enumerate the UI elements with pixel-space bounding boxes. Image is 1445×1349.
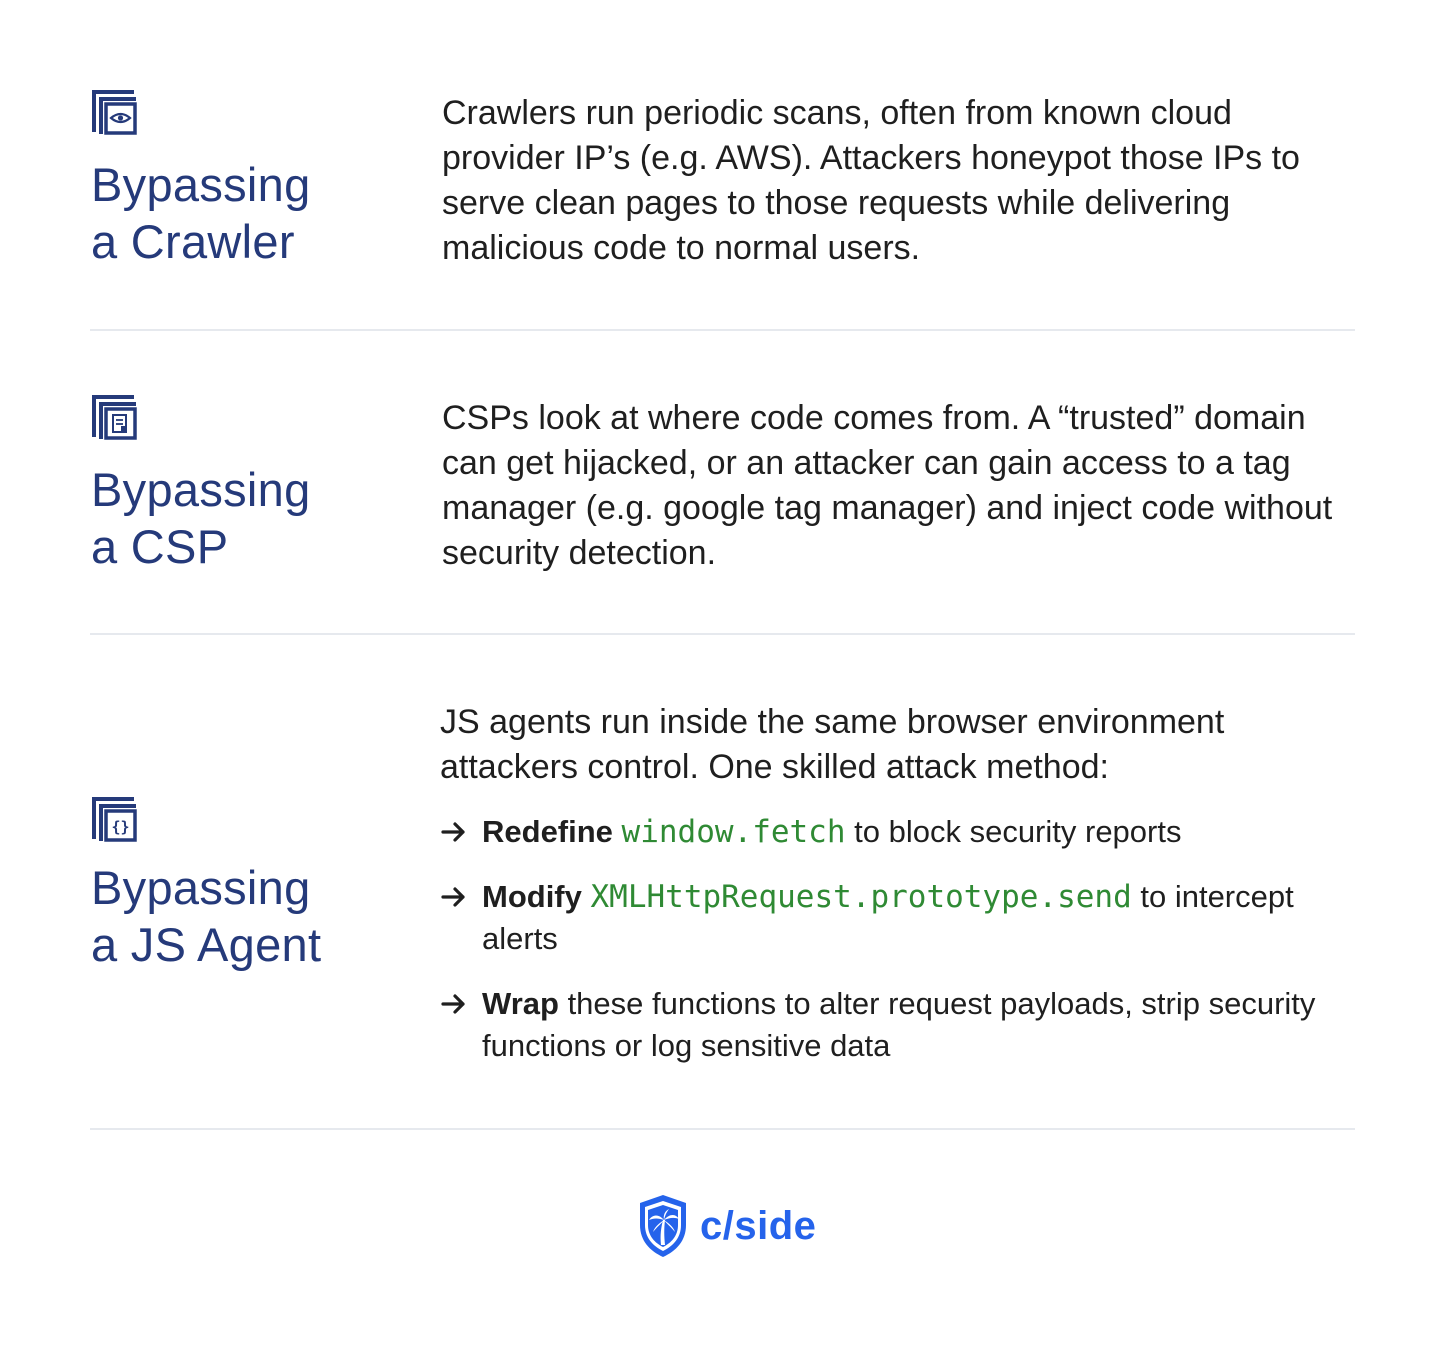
section-js-agent	[90, 700, 1355, 1080]
list-item: Redefine window.fetch to block security reports	[440, 811, 1355, 853]
arrow-right-icon	[440, 983, 468, 1025]
palm-shield-icon	[636, 1193, 690, 1259]
section-description: Crawlers run periodic scans, often from known cloud provider IP’s (e.g. AWS). Attackers honeypot those IPs to serve clean pages to those requests while delivering malicious code to normal users.	[442, 94, 1300, 267]
policy-document-icon	[90, 393, 138, 441]
arrow-right-icon	[440, 876, 468, 918]
section-crawler	[90, 88, 1355, 288]
section-title: Bypassing a JS Agent	[91, 861, 322, 971]
section-description: CSPs look at where code comes from. A “trusted” domain can get hijacked, or an attacker can gain access to a tag manager (e.g. google tag manager) and inject code without security detection.	[442, 399, 1333, 572]
svg-text:{}: {}	[111, 818, 130, 836]
list-item: Wrap these functions to alter request payloads, strip security functions or log sensitive data	[440, 983, 1355, 1067]
section-description: JS agents run inside the same browser environment attackers control. One skilled attack method:	[440, 703, 1225, 786]
attack-method-list	[440, 811, 1355, 1067]
list-item: Modify XMLHttpRequest.prototype.send to intercept alerts	[440, 876, 1355, 960]
section-csp	[90, 393, 1355, 593]
arrow-right-icon	[440, 811, 468, 853]
eye-document-icon	[90, 88, 138, 136]
code-braces-document-icon	[90, 795, 138, 843]
section-title: Bypassing a Crawler	[91, 158, 311, 268]
divider	[90, 1128, 1355, 1130]
logo-wordmark: c/side	[700, 1204, 817, 1248]
divider	[90, 329, 1355, 331]
section-title: Bypassing a CSP	[91, 463, 311, 573]
divider	[90, 633, 1355, 635]
